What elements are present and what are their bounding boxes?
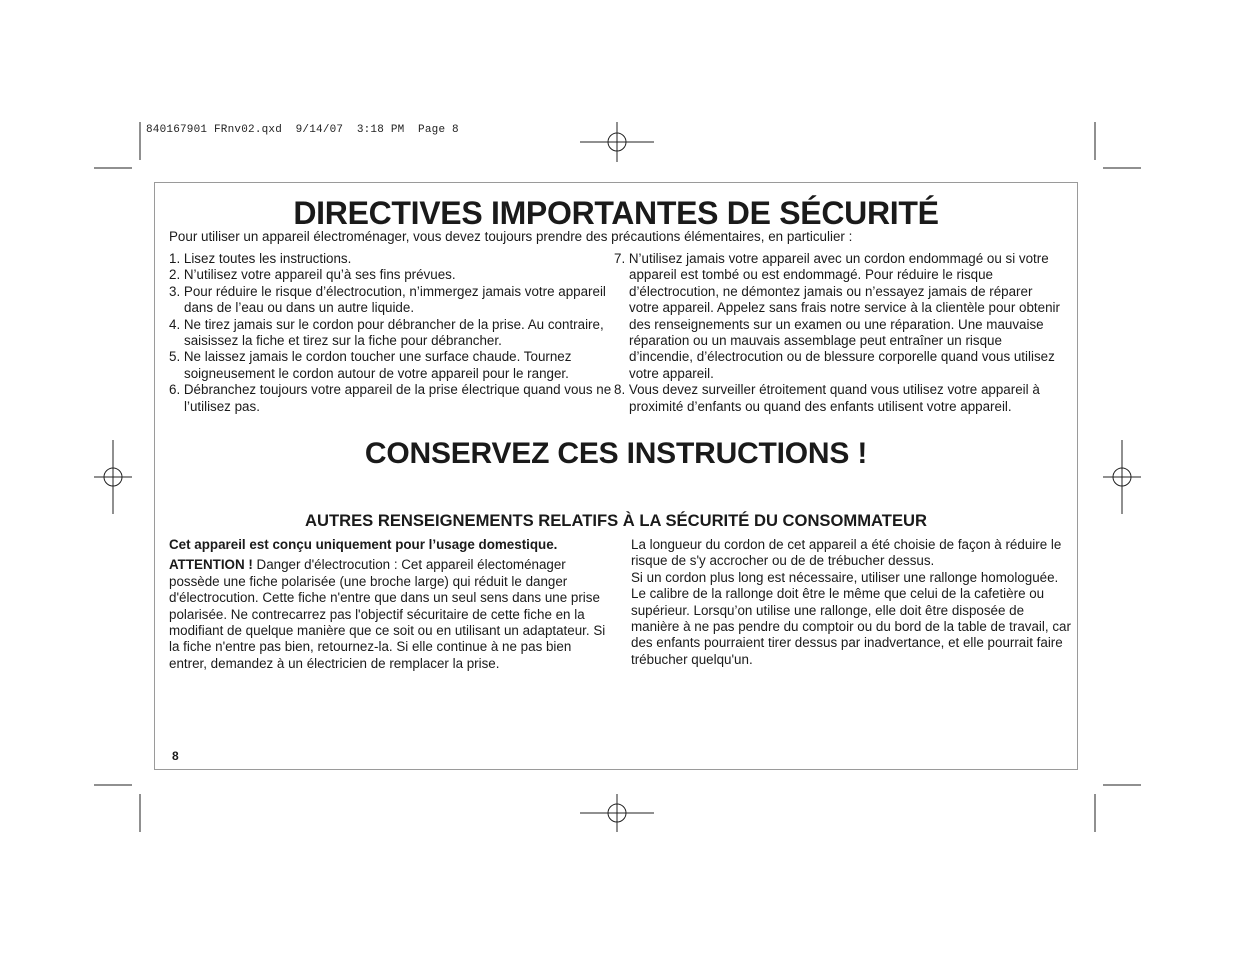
- attention-label: ATTENTION !: [169, 557, 253, 573]
- save-instructions-heading: CONSERVEZ CES INSTRUCTIONS !: [364, 437, 868, 470]
- list-item: 7. N’utilisez jamais votre appareil avec un cordon endommagé ou si votre appareil est tombé ou est endommagé. Pour réduire le risque d’électrocution, ne démontez jamais ou n’essayez jamais de réparer votre appareil. Appelez sans frais notre service à la clientèle pour obtenir des renseignements sur un examen ou une réparation. Une mauvaise réparation ou un mauvais assemblage peut entraîner un risque d’incendie, d’électrocution ou de blessure corporelle quand vous utilisez votre appareil.: [614, 251, 1060, 381]
- safety-list-left: [169, 251, 619, 415]
- list-item: 3. Pour réduire le risque d’électrocution, n’immergez jamais votre appareil dans de l’eau ou dans un autre liquide.: [169, 283, 606, 316]
- registration-mark-right: [1103, 440, 1141, 514]
- list-item: 6. Débranchez toujours votre appareil de la prise électrique quand vous ne l’utilisez pas.: [169, 382, 612, 414]
- domestic-use-note: Cet appareil est conçu uniquement pour l’usage domestique.: [169, 537, 558, 552]
- list-item: 8. Vous devez surveiller étroitement quand vous utilisez votre appareil à proximité d’enfants ou quand des enfants utilisent votre appareil.: [614, 382, 1040, 414]
- list-item: 1. Lisez toutes les instructions.: [169, 251, 352, 266]
- registration-mark-bottom: [580, 794, 654, 832]
- registration-mark-left: [94, 440, 132, 514]
- safety-panel: [154, 182, 1078, 770]
- intro-text: Pour utiliser un appareil électroménager, vous devez toujours prendre des précautions élémentaires, en particulier :: [169, 229, 853, 244]
- page-title: DIRECTIVES IMPORTANTES DE SÉCURITÉ: [293, 195, 939, 231]
- registration-mark-top: [580, 122, 654, 162]
- polarized-plug-section: [169, 537, 609, 676]
- safety-list-right: [614, 251, 1064, 415]
- cord-section: [631, 537, 1071, 668]
- list-item: 4. Ne tirez jamais sur le cordon pour débrancher de la prise. Au contraire, saisissez la fiche et tirez sur la fiche pour débrancher.: [169, 316, 604, 349]
- list-item: 5. Ne laissez jamais le cordon toucher une surface chaude. Tournez soigneusement le cordon autour de votre appareil pour le ranger.: [169, 349, 572, 381]
- cord-length-text: La longueur du cordon de cet appareil a été choisie de façon à réduire le risque de s'y accrocher ou de de trébucher dessus.: [631, 537, 1062, 569]
- print-slug: 840167901 FRnv02.qxd 9/14/07 3:18 PM Page 8: [146, 124, 459, 136]
- consumer-safety-heading: AUTRES RENSEIGNEMENTS RELATIFS À LA SÉCURITÉ DU CONSOMMATEUR: [305, 511, 927, 530]
- list-item: 2. N’utilisez votre appareil qu’à ses fins prévues.: [169, 267, 456, 283]
- page-number: 8: [172, 749, 179, 763]
- attention-paragraph: [169, 557, 609, 672]
- attention-text: Danger d'électrocution : Cet appareil électoménager possède une fiche polarisée (une broche large) qui réduit le danger d'électrocution. Cette fiche n'entre que dans un seul sens dans une prise polarisée. Ne contrecarrez pas l'objectif sécuritaire de cette fiche en la modifiant de quelque manière que ce soit ou en utilisant un adaptateur. Si la fiche n'entre pas bien, retournez-la. Si elle continue à ne pas bien entrer, demandez à un électricien de remplacer la prise.: [169, 557, 606, 671]
- extension-cord-text: Si un cordon plus long est nécessaire, utiliser une rallonge homologuée. Le calibre de la rallonge doit être le même que celui de la cafetière ou supérieur. Lorsqu’on utilise une rallonge, elle doit être disposée de manière à ne pas pendre du comptoir ou du bord de la table de travail, car des enfants pourraient tirer dessus par inadvertance, et elle pourrait faire trébucher quelqu'un.: [631, 569, 1071, 667]
